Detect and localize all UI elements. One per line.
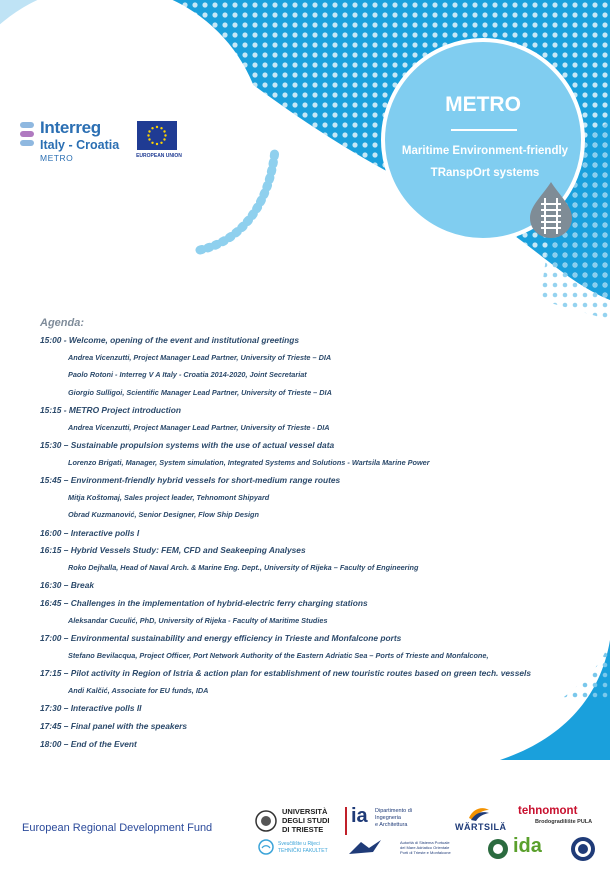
agenda-speaker: Andi Kalčić, Associate for EU funds, IDA (68, 686, 209, 695)
agenda-speaker: Mitja Koštomaj, Sales project leader, Tehnomont Shipyard (68, 493, 270, 502)
agenda-item: 15:45 – Environment-friendly hybrid vessels for short-medium range routes (40, 475, 341, 485)
agenda-item: 16:30 – Break (40, 580, 95, 590)
wartsila-logo: WÄRTSILÄ (455, 822, 507, 832)
partner-seal-icon (487, 838, 509, 860)
tehnomont-logo: tehnomont (518, 805, 578, 817)
metro-divider (451, 129, 517, 131)
interreg-project: METRO (40, 153, 74, 163)
agenda-item: 16:45 – Challenges in the implementation of hybrid-electric ferry charging stations (40, 598, 368, 608)
metro-subtitle-line2: TRanspOrt systems (430, 167, 540, 179)
ia-department: Dipartimento di Ingegneria e Architettura (375, 808, 412, 828)
rijeka-university-icon (258, 839, 274, 855)
tehnomont-subtitle: Brodogradilište PULA (535, 819, 593, 825)
eu-label: EUROPEAN UNION (136, 153, 182, 159)
agenda-speaker: Paolo Rotoni - Interreg V A Italy - Croatia 2014-2020, Joint Secretariat (68, 370, 307, 379)
interreg-program: Italy - Croatia (40, 138, 120, 152)
agenda-item: 17:00 – Environmental sustainability and energy efficiency in Trieste and Monfalcone ports (40, 633, 402, 643)
agenda-speaker: Andrea Vicenzutti, Project Manager Lead Partner, University of Trieste – DIA (68, 352, 332, 362)
agenda-item: 15:15 - METRO Project introduction (40, 405, 181, 415)
agenda-title: Agenda: (40, 317, 84, 329)
agenda-item: 15:00 - Welcome, opening of the event and institutional greetings (40, 335, 300, 345)
ida-logo: ida (513, 835, 542, 857)
agenda-speaker: Obrad Kuzmanović, Senior Designer, Flow Ship Design (68, 510, 259, 519)
port-authority-icon (347, 838, 383, 856)
agenda-speaker: Giorgio Sulligoi, Scientific Manager Lead Partner, University of Trieste – DIA (68, 388, 332, 397)
interreg-stripes-icon (20, 122, 34, 154)
agenda-speaker: Aleksandar Cuculić, PhD, University of Rijeka - Faculty of Maritime Studies (68, 616, 328, 625)
agenda-item: 17:15 – Pilot activity in Region of Istria & action plan for establishment of new touristic routes based on green tech. vessels (40, 668, 531, 678)
agenda-speaker: Lorenzo Brigati, Manager, System simulation, Integrated Systems and Solutions - Wartsila Marine Power (68, 458, 430, 467)
interreg-brand: Interreg (40, 118, 101, 137)
university-trieste-logo: UNIVERSITÀ DEGLI STUDI DI TRIESTE (282, 807, 330, 834)
metro-title: METRO (445, 93, 521, 116)
agenda-item: 17:45 – Final panel with the speakers (40, 721, 188, 731)
rijeka-faculty-label: Sveučilište u Rijeci TEHNIČKI FAKULTET (278, 841, 328, 854)
wartsila-icon (467, 804, 491, 822)
agenda-speaker: Stefano Bevilacqua, Project Officer, Port Network Authority of the Eastern Adriatic Sea – Ports of Trieste and Monfalcone, (68, 651, 489, 660)
agenda-item: 16:15 – Hybrid Vessels Study: FEM, CFD and Seakeeping Analyses (40, 545, 306, 555)
fund-label: European Regional Development Fund (22, 822, 213, 834)
metro-subtitle-line1: Maritime Environment-friendly (401, 145, 569, 157)
agenda-item: 16:00 – Interactive polls I (40, 528, 140, 538)
partner-badge-icon (570, 836, 596, 862)
agenda-speaker: Andrea Vicenzutti, Project Manager Lead Partner, University of Trieste - DIA (68, 423, 330, 432)
university-trieste-seal-icon (255, 808, 277, 834)
ia-divider (345, 807, 347, 835)
rail-track-drop-icon (528, 180, 574, 240)
ia-logo: ia (351, 805, 368, 827)
port-authority-label: Autorità di Sistema Portuale del Mare Adriatico Orientale Porti di Trieste e Monfalcone (400, 840, 451, 855)
eu-flag-icon (137, 121, 177, 150)
agenda-item: 17:30 – Interactive polls II (40, 703, 142, 713)
agenda-speaker: Roko Dejhalla, Head of Naval Arch. & Marine Eng. Dept., University of Rijeka – Faculty of Engineering (68, 563, 419, 572)
agenda-item: 18:00 – End of the Event (40, 739, 137, 749)
agenda-item: 15:30 – Sustainable propulsion systems with the use of actual vessel data (40, 440, 335, 450)
